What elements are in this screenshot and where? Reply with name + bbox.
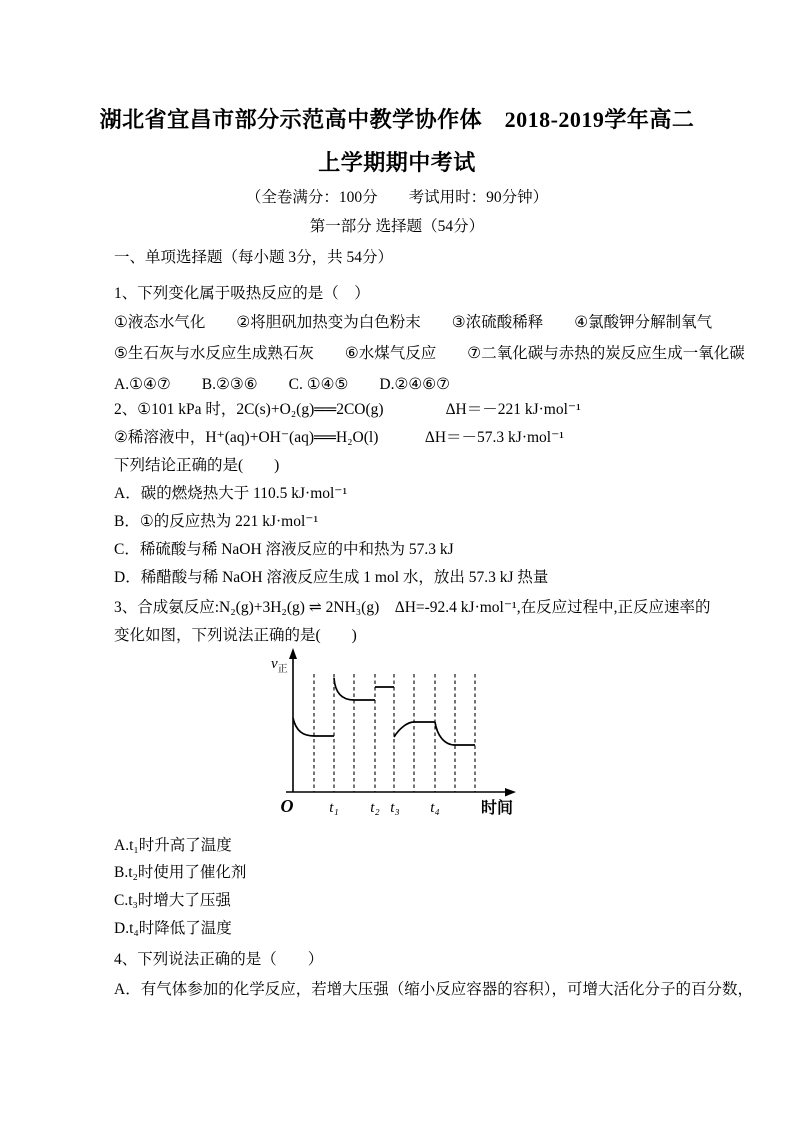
q1-items-line1: ①液态水气化 ②将胆矾加热变为白色粉末 ③浓硫酸稀释 ④氯酸钾分解制氧气 bbox=[114, 314, 713, 331]
q2-option-b: B．①的反应热为 221 kJ·mol⁻¹ bbox=[114, 513, 319, 530]
x-tick-label: t₃ bbox=[390, 800, 400, 816]
q3-option-c: C.t₃时增大了压强 bbox=[114, 892, 231, 909]
x-tick-label: O bbox=[280, 796, 294, 816]
part-header: 第一部分 选择题（54分） bbox=[309, 218, 485, 235]
q1-items-line2: ⑤生石灰与水反应生成熟石灰 ⑥水煤气反应 ⑦二氧化碳与赤热的炭反应生成一氧化碳 bbox=[114, 345, 745, 362]
x-tick-label: t₄ bbox=[430, 800, 440, 816]
q4-stem: 4、下列说法正确的是（ ） bbox=[114, 951, 324, 968]
q2-option-d: D．稀醋酸与稀 NaOH 溶液反应生成 1 mol 水，放出 57.3 kJ 热量 bbox=[114, 569, 549, 586]
exam-title-line1: 湖北省宜昌市部分示范高中教学协作体 2018-2019学年高二 bbox=[99, 107, 695, 132]
q3-option-a: A.t₁时升高了温度 bbox=[114, 837, 232, 854]
figure-tick-labels bbox=[281, 796, 440, 816]
x-tick-label: t₁ bbox=[329, 800, 339, 816]
q2-option-c: C．稀硫酸与稀 NaOH 溶液反应的中和热为 57.3 kJ bbox=[114, 541, 454, 558]
q2-stem: 下列结论正确的是( ) bbox=[114, 457, 280, 474]
figure-axes bbox=[286, 648, 516, 797]
q2-equation2: ②稀溶液中，H⁺(aq)+OH⁻(aq)══H₂O(l) ΔH＝－57.3 kJ·mol⁻¹ bbox=[114, 429, 564, 446]
exam-meta: （全卷满分：100分 考试用时：90分钟） bbox=[245, 189, 549, 206]
reaction-rate-chart bbox=[268, 646, 520, 828]
x-axis-arrow-icon bbox=[505, 788, 516, 797]
exam-title-line2: 上学期期中考试 bbox=[318, 150, 476, 175]
q3-stem-line1: 3、合成氨反应:N₂(g)+3H₂(g) ⇌ 2NH₃(g) ΔH=-92.4 kJ·mol⁻¹,在反应过程中,正反应速率的 bbox=[114, 599, 711, 616]
reaction-rate-figure bbox=[268, 646, 520, 828]
y-axis-label: $v_正$ bbox=[271, 656, 288, 675]
section-header: 一、单项选择题（每小题 3分，共 54分） bbox=[114, 249, 394, 266]
q3-option-d: D.t₄时降低了温度 bbox=[114, 920, 232, 937]
x-axis-title: 时间 bbox=[481, 800, 514, 817]
q2-equation1: 2、①101 kPa 时，2C(s)+O₂(g)══2CO(g) ΔH＝－221 kJ·mol⁻¹ bbox=[114, 401, 581, 418]
q1-options: A.①④⑦ B.②③⑥ C. ①④⑤ D.②④⑥⑦ bbox=[114, 376, 451, 393]
x-tick-label: t₂ bbox=[370, 800, 380, 816]
q2-option-a: A．碳的燃烧热大于 110.5 kJ·mol⁻¹ bbox=[114, 485, 348, 502]
q3-stem-line2: 变化如图，下列说法正确的是( ) bbox=[114, 627, 357, 644]
y-axis-arrow-icon bbox=[289, 648, 297, 659]
q1-stem: 1、下列变化属于吸热反应的是（ ） bbox=[114, 285, 370, 302]
q3-option-b: B.t₂时使用了催化剂 bbox=[114, 864, 247, 881]
figure-curve bbox=[293, 678, 475, 745]
q4-option-a: A．有气体参加的化学反应，若增大压强（缩小反应容器的容积），可增大活化分子的百分数， bbox=[114, 981, 753, 998]
